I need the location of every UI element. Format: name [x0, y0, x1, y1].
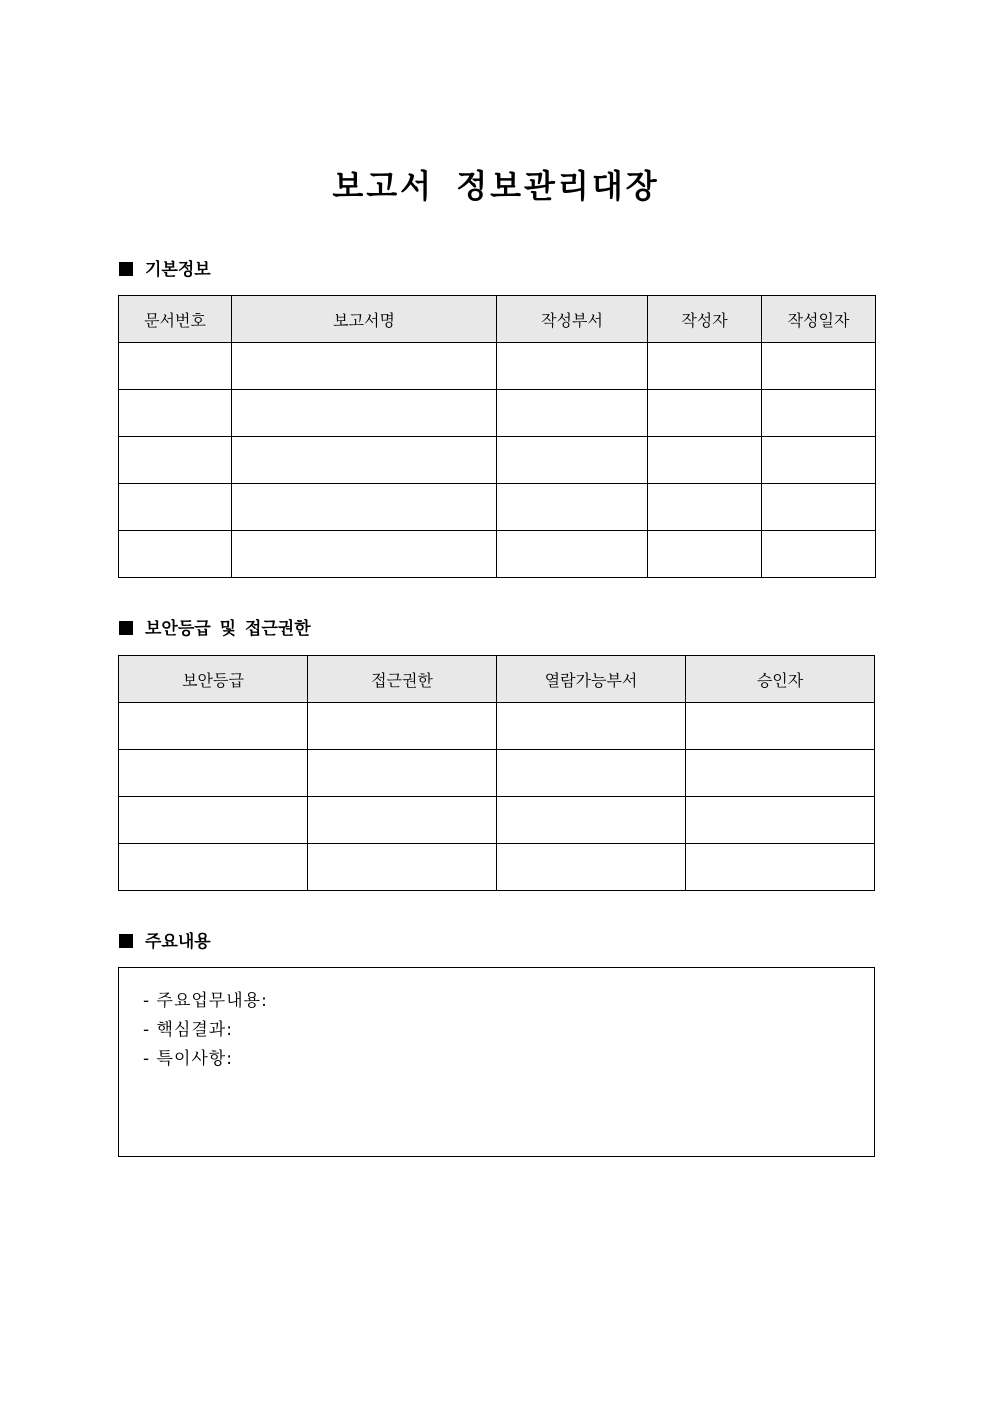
table-cell[interactable]: [686, 750, 875, 797]
section-heading-security: [119, 617, 311, 641]
table-cell[interactable]: [762, 437, 876, 484]
security-table: [118, 655, 875, 891]
content-item-key-results: - 핵심결과:: [143, 1020, 233, 1040]
table-cell[interactable]: [762, 531, 876, 578]
table-cell[interactable]: [308, 750, 497, 797]
column-header-viewable-departments: 열람가능부서: [497, 656, 686, 703]
content-list: [143, 987, 268, 1074]
table-cell[interactable]: [497, 343, 648, 390]
table-row: [119, 797, 875, 844]
document-title: 보고서 정보관리대장: [332, 167, 660, 205]
table-cell[interactable]: [119, 531, 232, 578]
table-cell[interactable]: [686, 797, 875, 844]
table-cell[interactable]: [648, 390, 762, 437]
column-header-access-rights: 접근권한: [308, 656, 497, 703]
column-header-department: 작성부서: [497, 296, 648, 343]
table-cell[interactable]: [308, 797, 497, 844]
table-cell[interactable]: [762, 390, 876, 437]
table-cell[interactable]: [232, 390, 497, 437]
table-row: [119, 437, 876, 484]
table-cell[interactable]: [648, 484, 762, 531]
table-cell[interactable]: [119, 343, 232, 390]
table-cell[interactable]: [308, 703, 497, 750]
table-row: [119, 484, 876, 531]
table-cell[interactable]: [648, 531, 762, 578]
section-heading-basic-label: 기본정보: [145, 260, 211, 280]
table-cell[interactable]: [497, 437, 648, 484]
table-cell[interactable]: [497, 703, 686, 750]
table-cell[interactable]: [648, 437, 762, 484]
table-cell[interactable]: [308, 844, 497, 891]
table-row: [119, 844, 875, 891]
table-cell[interactable]: [648, 343, 762, 390]
main-content-box[interactable]: [118, 967, 875, 1157]
table-header-row: [119, 296, 876, 343]
table-cell[interactable]: [497, 484, 648, 531]
column-header-date: 작성일자: [762, 296, 876, 343]
table-cell[interactable]: [119, 703, 308, 750]
column-header-report-name: 보고서명: [232, 296, 497, 343]
table-cell[interactable]: [497, 390, 648, 437]
table-cell[interactable]: [232, 484, 497, 531]
table-cell[interactable]: [119, 484, 232, 531]
table-row: [119, 703, 875, 750]
section-heading-content-label: 주요내용: [145, 932, 211, 952]
table-cell[interactable]: [232, 531, 497, 578]
table-cell[interactable]: [762, 484, 876, 531]
column-header-doc-number: 문서번호: [119, 296, 232, 343]
table-cell[interactable]: [686, 844, 875, 891]
table-row: [119, 531, 876, 578]
table-cell[interactable]: [232, 437, 497, 484]
square-bullet-icon: [119, 262, 133, 276]
table-cell[interactable]: [497, 750, 686, 797]
section-heading-basic: [119, 258, 211, 282]
table-cell[interactable]: [232, 343, 497, 390]
table-row: [119, 390, 876, 437]
column-header-approver: 승인자: [686, 656, 875, 703]
table-cell[interactable]: [119, 390, 232, 437]
table-cell[interactable]: [119, 750, 308, 797]
table-cell[interactable]: [497, 797, 686, 844]
content-item-main-work: - 주요업무내용:: [143, 991, 268, 1011]
column-header-author: 작성자: [648, 296, 762, 343]
table-cell[interactable]: [762, 343, 876, 390]
table-cell[interactable]: [497, 844, 686, 891]
table-cell[interactable]: [119, 797, 308, 844]
section-heading-content: [119, 930, 211, 954]
table-row: [119, 343, 876, 390]
section-heading-security-label: 보안등급 및 접근권한: [145, 619, 311, 639]
content-item-special-notes: - 특이사항:: [143, 1049, 233, 1069]
table-row: [119, 750, 875, 797]
table-cell[interactable]: [686, 703, 875, 750]
square-bullet-icon: [119, 621, 133, 635]
table-cell[interactable]: [119, 437, 232, 484]
table-header-row: [119, 656, 875, 703]
square-bullet-icon: [119, 934, 133, 948]
basic-info-table: [118, 295, 876, 578]
table-cell[interactable]: [497, 531, 648, 578]
table-cell[interactable]: [119, 844, 308, 891]
column-header-security-level: 보안등급: [119, 656, 308, 703]
